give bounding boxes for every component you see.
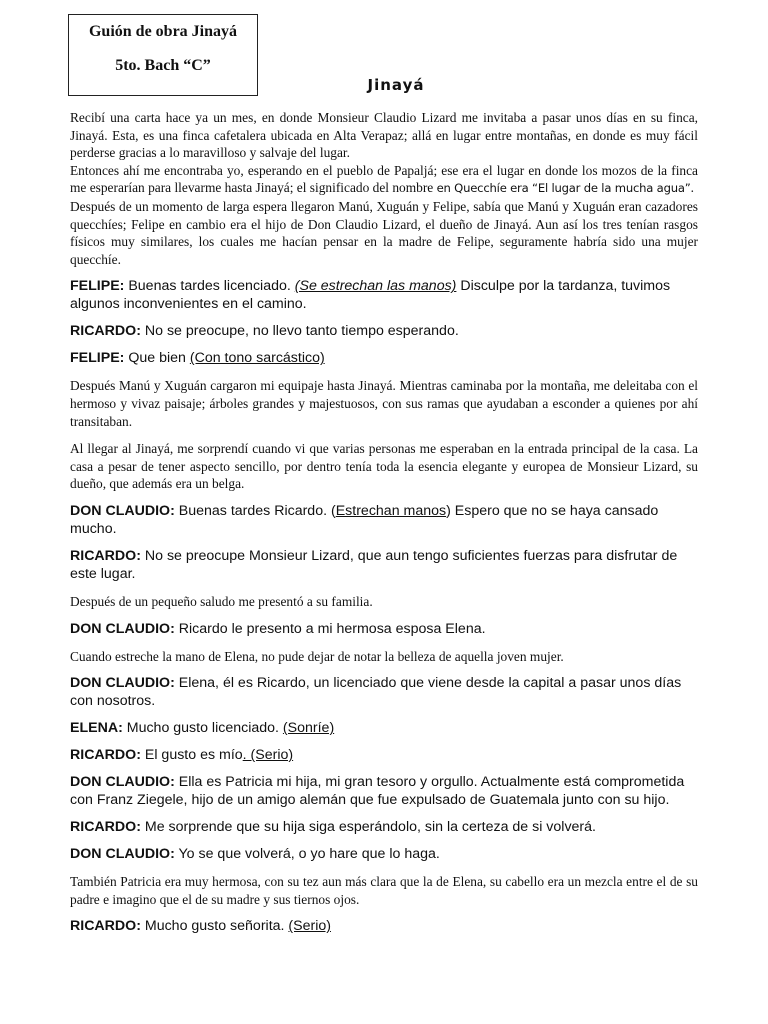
speaker-name: RICARDO: [70, 819, 141, 836]
dialogue-text: Que bien [124, 350, 190, 367]
dialogue-text: No se preocupe Monsieur Lizard, que aun tengo suficientes fuerzas para disfrutar de este lugar. [70, 547, 678, 582]
narration-paragraph: También Patricia era muy hermosa, con su tez aun más clara que la de Elena, su cabello era un mezcla entre el de su padre e imagino que el de su madre y sus tiernos ojos. [70, 874, 698, 907]
speaker-name: DON CLAUDIO: [70, 675, 175, 692]
dialogue-line [70, 502, 698, 538]
dialogue-line [70, 746, 698, 764]
dialogue-text: Me sorprende que su hija siga esperándolo, sin la certeza de si volverá. [140, 819, 596, 836]
stage-direction: (Se estrechan las manos) [294, 278, 457, 295]
speaker-name: DON CLAUDIO: [70, 774, 175, 791]
dialogue-line [70, 620, 698, 638]
dialogue-text: Disculpe por la tardanza, tuvimos algunos inconvenientes en el camino. [70, 278, 671, 313]
dialogue-text: El gusto es mío [140, 747, 243, 764]
dialogue-line [70, 845, 698, 863]
header-box-class: 5to. Bach “C” [115, 57, 211, 74]
document-title: Jinayá [367, 76, 425, 94]
speaker-name: ELENA: [70, 720, 123, 737]
dialogue-text: Ella es Patricia mi hija, mi gran tesoro y orgullo. Actualmente está comprometida con Franz Ziegele, hijo de un amigo alemán que fue expulsado de Guatemala junto con su hijo. [70, 774, 685, 809]
dialogue-line [70, 818, 698, 836]
speaker-name: RICARDO: [70, 747, 141, 764]
stage-direction: Estrechan manos [335, 502, 447, 519]
dialogue-line [70, 277, 698, 313]
speaker-name: DON CLAUDIO: [70, 502, 175, 519]
intro-handwritten-text: en Quecchíe era “El lugar de la mucha agua” [436, 181, 691, 196]
dialogue-line [70, 349, 698, 367]
stage-direction: (Sonríe) [282, 720, 335, 737]
intro-paragraph: Recibí una carta hace ya un mes, en donde Monsieur Claudio Lizard me invitaba a pasar unos días en su finca, Jinayá. Esta, es una finca cafetalera ubicada en Alta Verapaz; allá en lugar entre montañas, en donde es muy fácil perderse gracias a lo maravilloso y salvaje del lugar. [70, 110, 698, 161]
dialogue-line [70, 773, 698, 809]
document-body [70, 109, 698, 935]
speaker-name: DON CLAUDIO: [70, 846, 175, 863]
dialogue-line [70, 917, 698, 935]
dialogue-text: Yo se que volverá, o yo hare que lo haga. [174, 846, 440, 863]
dialogue-line [70, 322, 698, 340]
narration-paragraph: Al llegar al Jinayá, me sorprendí cuando vi que varias personas me esperaban en la entrada principal de la casa. La casa a pesar de tener aspecto sencillo, por dentro tenía toda la esencia elegante y europea de Monsieur Lizard, su dueño, que además era un belga. [70, 441, 698, 492]
speaker-name: RICARDO: [70, 323, 141, 340]
stage-direction: . (Serio) [242, 747, 294, 764]
intro-text: . [690, 180, 694, 196]
narration-paragraph: Después de un pequeño saludo me presentó a su familia. [70, 593, 373, 609]
intro-paragraph: Después de un momento de larga espera llegaron Manú, Xuguán y Felipe, sabía que Manú y Xuguán eran cazadores quecchíes; Felipe en cambio era el hijo de Don Claudio Lizard, el dueño de Jinayá. Aun así los tres tenían rasgos físicos muy similares, los cuales me hacían pensar en la madre de Felipe, seguramente habría sido una mujer quecchíe. [70, 198, 698, 267]
intro-text: Entonces ahí me encontraba yo, esperando en el pueblo de Papaljá; ese era el lugar en donde los mozos de la finca me esperarían para llevarme hasta Jinayá; el significado del nombre [70, 162, 698, 196]
intro-paragraph [70, 162, 698, 198]
dialogue-text: Elena, él es Ricardo, un licenciado que viene desde la capital a pasar unos días con nosotros. [70, 675, 682, 710]
dialogue-text: Buenas tardes licenciado. [124, 278, 295, 295]
speaker-name: DON CLAUDIO: [70, 620, 175, 637]
dialogue-line [70, 719, 698, 737]
dialogue-text: Ricardo le presento a mi hermosa esposa Elena. [174, 620, 486, 637]
dialogue-text: Mucho gusto licenciado. [122, 720, 283, 737]
dialogue-line [70, 674, 698, 710]
narration-paragraph: Después Manú y Xuguán cargaron mi equipaje hasta Jinayá. Mientras caminaba por la montaña, me deleitaba con el hermoso y vivaz paisaje; árboles grandes y majestuosos, con sus ramas que ayudaban a esconder a quienes por ahí transitaban. [70, 378, 698, 429]
speaker-name: FELIPE: [70, 350, 125, 367]
header-box-title: Guión de obra Jinayá [88, 23, 238, 40]
stage-direction: (Con tono sarcástico) [189, 350, 325, 367]
dialogue-text: Mucho gusto señorita. [140, 918, 289, 935]
dialogue-line [70, 547, 698, 583]
dialogue-text: ) Espero que no se haya cansado mucho. [70, 502, 659, 537]
script-lines [70, 277, 698, 935]
narration-paragraph: Cuando estreche la mano de Elena, no pude dejar de notar la belleza de aquella joven mujer. [70, 648, 564, 664]
dialogue-text: Buenas tardes Ricardo. ( [174, 502, 336, 519]
stage-direction: (Serio) [288, 918, 331, 935]
dialogue-text: No se preocupe, no llevo tanto tiempo esperando. [140, 323, 459, 340]
speaker-name: FELIPE: [70, 278, 125, 295]
speaker-name: RICARDO: [70, 547, 141, 564]
speaker-name: RICARDO: [70, 918, 141, 935]
